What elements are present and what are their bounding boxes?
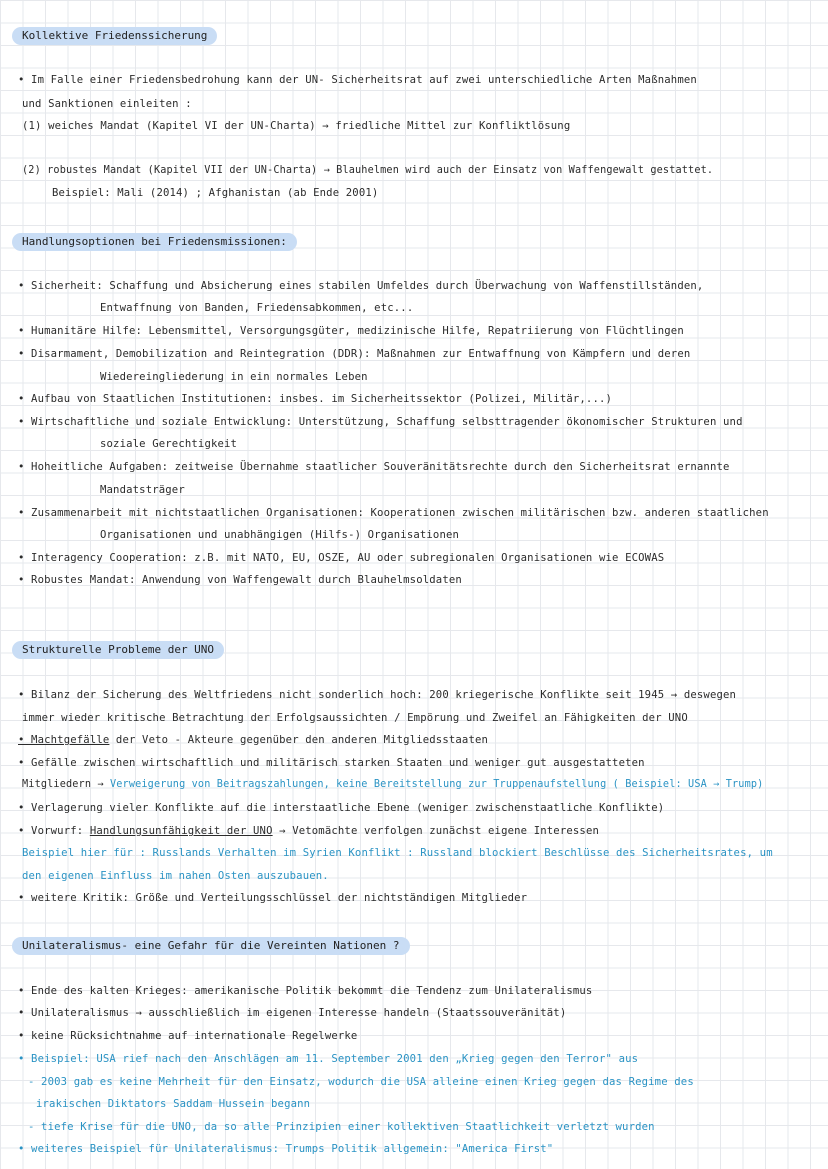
text-line: • keine Rücksichtnahme auf internationale Regelwerke	[18, 1030, 358, 1042]
text-line: • Aufbau von Staatlichen Institutionen: insbes. im Sicherheitssektor (Polizei, Militär,...)	[18, 393, 613, 405]
text-line	[18, 733, 488, 747]
text-line: • Gefälle zwischen wirtschaftlich und militärisch starken Staaten und weniger gut ausgestatteten	[18, 757, 645, 769]
text-line: • Ende des kalten Krieges: amerikanische Politik bekommt die Tendenz zum Unilateralismus	[18, 985, 593, 997]
text-line: Organisationen und unabhängigen (Hilfs-) Organisationen	[100, 529, 460, 541]
text-line: irakischen Diktators Saddam Hussein begann	[36, 1098, 311, 1110]
text-line: - 2003 gab es keine Mehrheit für den Einsatz, wodurch die USA alleine einen Krieg gegen das Regime des	[28, 1076, 694, 1088]
text-line: • Wirtschaftliche und soziale Entwicklung: Unterstützung, Schaffung selbsttragender ökonomischer Strukturen und	[18, 416, 743, 428]
text-line	[22, 778, 763, 792]
text-line: soziale Gerechtigkeit	[100, 438, 238, 450]
text-line: Wiedereingliederung in ein normales Leben	[100, 371, 368, 383]
text-fragment: Mitgliedern →	[22, 779, 110, 790]
heading-strukturelle-probleme: Strukturelle Probleme der UNO	[12, 641, 224, 659]
text-line: Mandatsträger	[100, 484, 185, 496]
text-line: • Zusammenarbeit mit nichtstaatlichen Organisationen: Kooperationen zwischen militärischen bzw. anderen staatlichen	[18, 507, 769, 519]
text-fragment: → Vetomächte verfolgen zunächst eigene Interessen	[272, 825, 600, 837]
text-line: • Sicherheit: Schaffung und Absicherung eines stabilen Umfeldes durch Überwachung von Waffenstillständen,	[18, 280, 704, 292]
text-line: Entwaffnung von Banden, Friedensabkommen, etc...	[100, 302, 414, 314]
text-line: • Interagency Cooperation: z.B. mit NATO, EU, OSZE, AU oder subregionalen Organisationen wie ECOWAS	[18, 552, 665, 564]
text-line: und Sanktionen einleiten :	[22, 98, 192, 110]
text-line: • Robustes Mandat: Anwendung von Waffengewalt durch Blauhelmsoldaten	[18, 574, 462, 586]
text-line: - tiefe Krise für die UNO, da so alle Prinzipien einer kollektiven Staatlichkeit verletzt wurden	[28, 1121, 655, 1133]
heading-handlungsoptionen: Handlungsoptionen bei Friedensmissionen:	[12, 233, 297, 251]
text-line: • weiteres Beispiel für Unilateralismus: Trumps Politik allgemein: "America First"	[18, 1143, 554, 1155]
text-line: • weitere Kritik: Größe und Verteilungsschlüssel der nichtständigen Mitglieder	[18, 892, 528, 904]
text-line: (1) weiches Mandat (Kapitel VI der UN-Charta) → friedliche Mittel zur Konfliktlösung	[22, 120, 571, 132]
heading-unilateralismus: Unilateralismus- eine Gefahr für die Vereinten Nationen ?	[12, 937, 410, 955]
text-line: Beispiel hier für : Russlands Verhalten im Syrien Konflikt : Russland blockiert Beschlüsse des Sicherheitsrates, um	[22, 847, 773, 859]
highlighted-text: Verweigerung von Beitragszahlungen, keine Bereitstellung zur Truppenaufstellung ( Beispiel: USA → Trump)	[109, 779, 764, 790]
text-line: • Bilanz der Sicherung des Weltfriedens nicht sonderlich hoch: 200 kriegerische Konflikte seit 1945 → deswegen	[18, 689, 737, 701]
text-line: • Disarmament, Demobilization and Reintegration (DDR): Maßnahmen zur Entwaffnung von Kämpfern und deren	[18, 348, 691, 360]
text-line: den eigenen Einfluss im nahen Osten auszubauen.	[22, 870, 329, 882]
text-line: • Beispiel: USA rief nach den Anschlägen am 11. September 2001 den „Krieg gegen den Terror" aus	[18, 1053, 639, 1065]
text-line: • Unilateralismus → ausschließlich im eigenen Interesse handeln (Staatssouveränität)	[18, 1007, 567, 1019]
text-line: immer wieder kritische Betrachtung der Erfolgsaussichten / Empörung und Zweifel an Fähigkeiten der UNO	[22, 712, 688, 724]
text-fragment: der Veto - Akteure gegenüber den anderen Mitgliedsstaaten	[109, 734, 489, 746]
text-line: • Im Falle einer Friedensbedrohung kann der UN- Sicherheitsrat auf zwei unterschiedliche Arten Maßnahmen	[18, 74, 697, 86]
heading-kollektive-friedenssicherung: Kollektive Friedenssicherung	[12, 27, 217, 45]
underlined-term: Handlungsunfähigkeit der UNO	[89, 825, 273, 837]
text-line: Beispiel: Mali (2014) ; Afghanistan (ab Ende 2001)	[52, 187, 379, 199]
underlined-term: • Machtgefälle	[18, 734, 110, 746]
text-line: • Humanitäre Hilfe: Lebensmittel, Versorgungsgüter, medizinische Hilfe, Repatriierung von Flüchtlingen	[18, 325, 684, 337]
text-line	[18, 824, 599, 838]
text-line: • Hoheitliche Aufgaben: zeitweise Übernahme staatlicher Souveränitätsrechte durch den Sicherheitsrat ernannte	[18, 461, 730, 473]
text-line: (2) robustes Mandat (Kapitel VII der UN-Charta) → Blauhelmen wird auch der Einsatz von Waffengewalt gestattet.	[22, 165, 714, 176]
text-fragment: • Vorwurf:	[18, 825, 90, 837]
text-line: • Verlagerung vieler Konflikte auf die interstaatliche Ebene (weniger zwischenstaatliche Konflikte)	[18, 802, 665, 814]
